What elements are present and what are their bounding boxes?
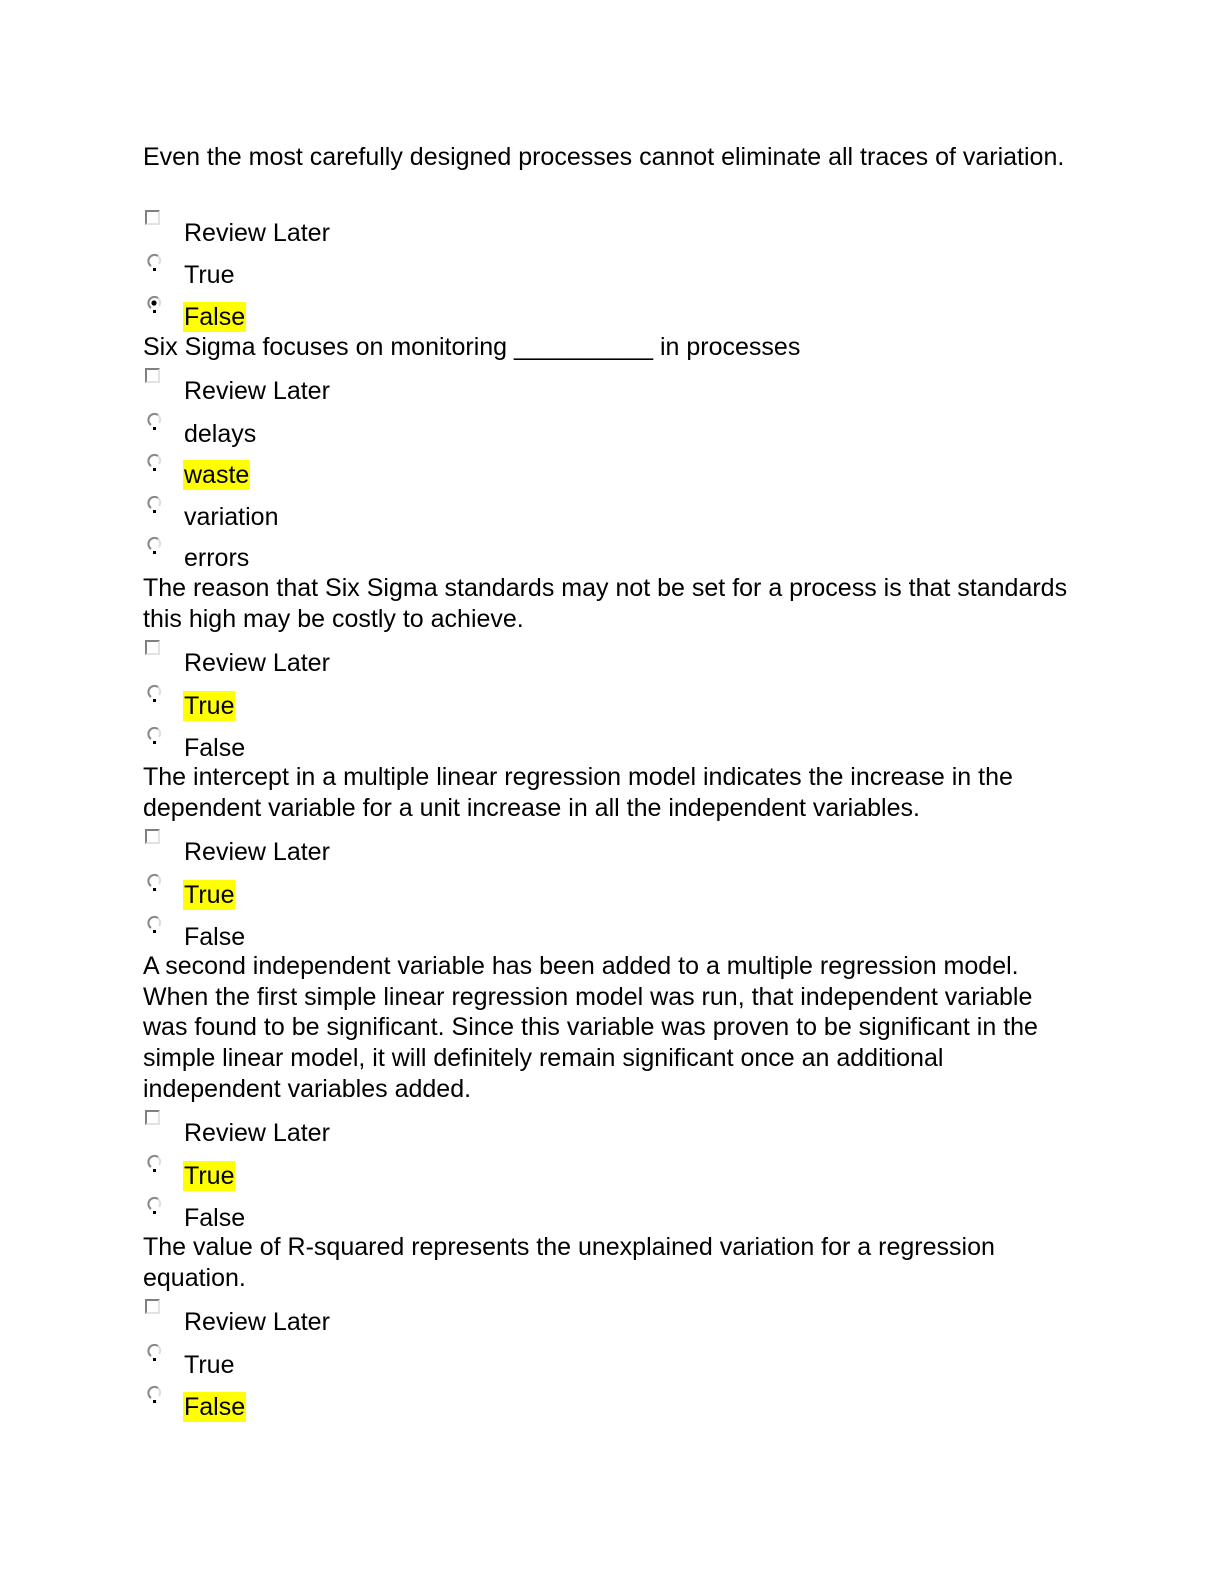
question-text: The intercept in a multiple linear regression model indicates the increase in the dependent variable for a unit increase in all the independent variables. <box>143 763 1013 822</box>
answer-label: False <box>184 734 246 762</box>
checkbox-icon[interactable] <box>145 210 160 225</box>
radio-unselected-icon[interactable] <box>146 1343 162 1361</box>
answer-label: True <box>184 1351 235 1379</box>
radio-unselected-icon[interactable] <box>146 536 162 554</box>
review-later-label: Review Later <box>184 1119 330 1147</box>
answer-label-highlighted: True <box>184 1162 235 1190</box>
radio-unselected-icon[interactable] <box>146 412 162 430</box>
review-later-label: Review Later <box>184 838 330 866</box>
answer-label: False <box>184 923 246 951</box>
answer-label: False <box>184 1204 246 1232</box>
answer-label-highlighted: True <box>184 692 235 720</box>
answer-label: True <box>184 261 235 289</box>
radio-unselected-icon[interactable] <box>146 1196 162 1214</box>
checkbox-icon[interactable] <box>145 1299 160 1314</box>
checkbox-icon[interactable] <box>145 829 160 844</box>
radio-unselected-icon[interactable] <box>146 1154 162 1172</box>
checkbox-icon[interactable] <box>145 368 160 383</box>
review-later-label: Review Later <box>184 377 330 405</box>
radio-unselected-icon[interactable] <box>146 915 162 933</box>
question-text: Even the most carefully designed processes cannot eliminate all traces of variation. <box>143 143 1065 171</box>
checkbox-icon[interactable] <box>145 640 160 655</box>
answer-label: errors <box>184 544 250 572</box>
question-text: A second independent variable has been added to a multiple regression model. When the first simple linear regression model was run, that independent variable was found to be significant. Since this variable was proven to be significant in the simple linear model, it will definitely remain significant once an additional independent variables added. <box>143 952 1038 1103</box>
radio-unselected-icon[interactable] <box>146 495 162 513</box>
review-later-label: Review Later <box>184 649 330 677</box>
question-text: The reason that Six Sigma standards may not be set for a process is that standards this high may be costly to achieve. <box>143 574 1068 633</box>
radio-unselected-icon[interactable] <box>146 873 162 891</box>
radio-unselected-icon[interactable] <box>146 453 162 471</box>
radio-unselected-icon[interactable] <box>146 1385 162 1403</box>
checkbox-icon[interactable] <box>145 1110 160 1125</box>
review-later-label: Review Later <box>184 219 330 247</box>
radio-selected-icon[interactable] <box>146 295 162 313</box>
radio-unselected-icon[interactable] <box>146 726 162 744</box>
answer-label-highlighted: False <box>184 303 246 331</box>
answer-label-highlighted: True <box>184 881 235 909</box>
question-text: The value of R-squared represents the unexplained variation for a regression equation. <box>143 1233 995 1292</box>
review-later-label: Review Later <box>184 1308 330 1336</box>
answer-label-highlighted: waste <box>184 461 250 489</box>
answer-label-highlighted: False <box>184 1393 246 1421</box>
radio-unselected-icon[interactable] <box>146 684 162 702</box>
radio-unselected-icon[interactable] <box>146 253 162 271</box>
answer-label: delays <box>184 420 257 448</box>
question-text: Six Sigma focuses on monitoring __________ in processes <box>143 333 801 361</box>
answer-label: variation <box>184 503 279 531</box>
